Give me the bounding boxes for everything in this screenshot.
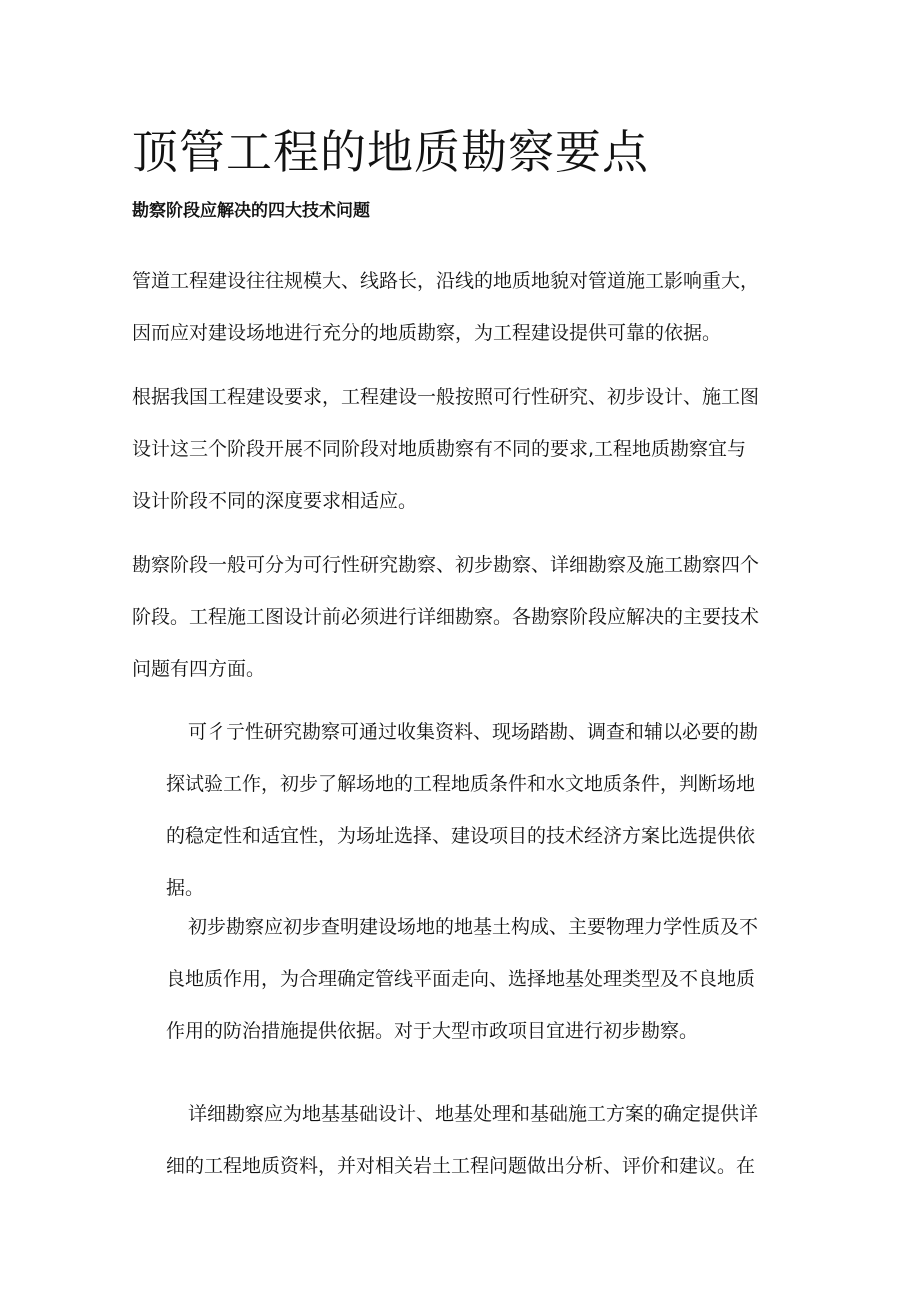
section-subtitle: 勘察阶段应解决的四大技术问题 <box>132 201 370 221</box>
paragraph-feasibility-first-line <box>188 706 758 758</box>
paragraph-feasibility <box>166 758 755 914</box>
paragraph-requirements <box>132 371 759 527</box>
text-line: 良地质作用，为合理确定管线平面走向、选择地基处理类型及不良地质 <box>166 968 756 990</box>
text-line: 探试验工作，初步了解场地的工程地质条件和水文地质条件，判断场地 <box>166 773 756 795</box>
paragraph-preliminary <box>166 953 755 1057</box>
text-line: 作用的防治措施提供依据。对于大型市政项目宜进行初步勘察。 <box>166 1020 699 1042</box>
text-line: 管道工程建设往往规模大、线路长，沿线的地质地貌对管道施工影响重大， <box>132 270 760 292</box>
text-line: 的稳定性和适宜性，为场址选择、建设项目的技术经济方案比选提供依 <box>166 825 756 847</box>
paragraph-intro <box>132 255 759 359</box>
text-line: 可彳亍性研究勘察可通过收集资料、现场踏勘、调查和辅以必要的勘 <box>188 721 759 743</box>
text-line: 设计阶段不同的深度要求相适应。 <box>132 490 418 512</box>
text-line: 详细勘察应为地基基础设计、地基处理和基础施工方案的确定提供详 <box>188 1103 759 1125</box>
text-line: 设计这三个阶段开展不同阶段对地质勘察有不同的要求,工程地质勘察宜与 <box>132 438 747 460</box>
paragraph-stages <box>132 539 759 695</box>
text-line: 初步勘察应初步查明建设场地的地基土构成、主要物理力学性质及不 <box>188 916 759 938</box>
text-line: 因而应对建设场地进行充分的地质勘察，为工程建设提供可靠的依据。 <box>132 322 722 344</box>
text-line: 阶段。工程施工图设计前必须进行详细勘察。各勘察阶段应解决的主要技术 <box>132 606 760 628</box>
document-title: 顶管工程的地质勘察要点 <box>132 125 649 179</box>
text-line: 细的工程地质资料，并对相关岩土工程问题做出分析、评价和建议。在 <box>166 1155 756 1177</box>
text-line: 勘察阶段一般可分为可行性研究勘察、初步勘察、详细勘察及施工勘察四个 <box>132 554 760 576</box>
text-line: 问题有四方面。 <box>132 658 266 680</box>
text-line: 据。 <box>166 877 205 899</box>
paragraph-preliminary-first-line <box>188 901 758 953</box>
paragraph-detailed <box>166 1140 755 1192</box>
paragraph-detailed-first-line <box>188 1088 758 1140</box>
text-line: 根据我国工程建设要求，工程建设一般按照可行性研究、初步设计、施工图 <box>132 386 760 408</box>
